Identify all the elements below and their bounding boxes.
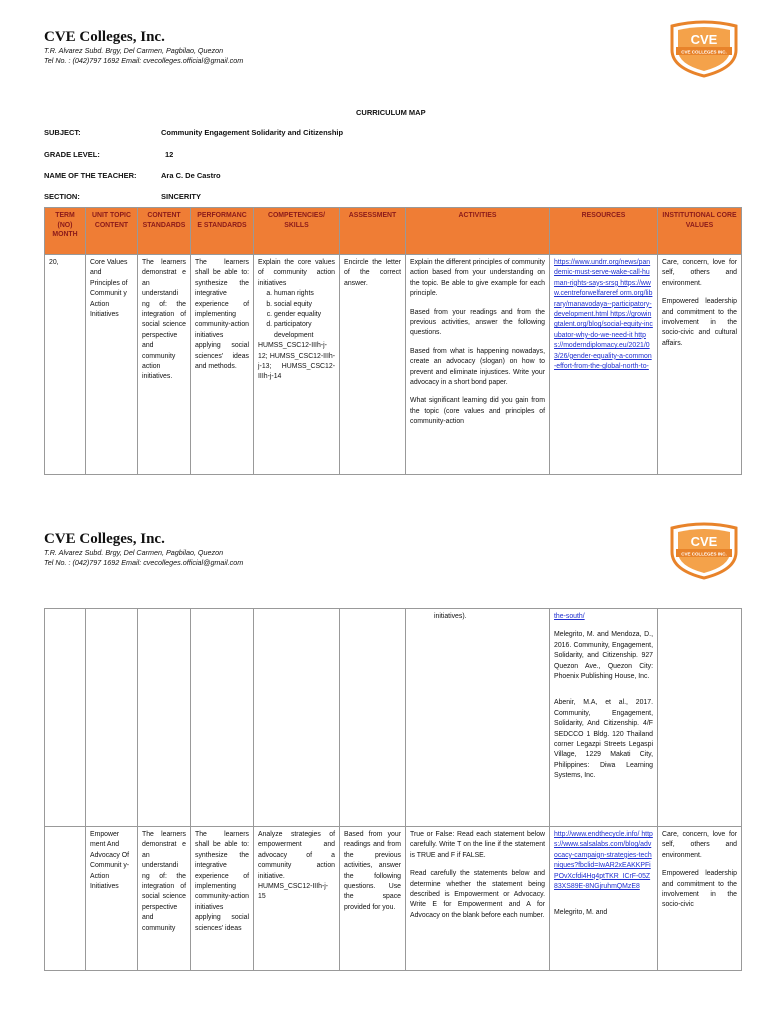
- resource-reference: Melegrito, M. and Mendoza, D., 2016. Community, Engagement, Solidarity, and Citizenship. 927 Quezon Ave., Quezon City: Phoenix Publishing House, Inc.: [554, 631, 653, 681]
- page-2: [0, 520, 768, 1024]
- activity-text: Based from what is happening nowadays, create an advocacy (slogan) on how to prevent and eliminate injustices. Write your advocacy in a short bond paper.: [410, 347, 545, 387]
- col-header: TERM (NO) MONTH: [45, 208, 86, 255]
- col-header: ACTIVITIES: [406, 208, 550, 255]
- curriculum-map-title: CURRICULUM MAP: [356, 108, 426, 117]
- col-header: COMPETENCIES/ SKILLS: [254, 208, 340, 255]
- table-row: [45, 609, 742, 827]
- activities-cell: [406, 609, 550, 827]
- competencies-cell: [254, 255, 340, 475]
- term-cell: 20,: [45, 255, 86, 475]
- activity-text: True or False: Read each statement below carefully. Write T on the line if the statement is TRUE and F if FALSE.: [410, 831, 545, 859]
- activity-text: What significant learning did you gain from the topic (core values and principles of community-action: [410, 397, 545, 426]
- col-header: INSTITUTIONAL CORE VALUES: [658, 208, 742, 255]
- section-value: SINCERITY: [161, 192, 202, 201]
- resource-reference: Melegrito, M. and: [554, 909, 608, 917]
- activities-cell: [406, 827, 550, 971]
- resources-cell: [550, 255, 658, 475]
- curriculum-table-continued: [44, 608, 742, 971]
- teacher-label: NAME OF THE TEACHER:: [44, 171, 137, 180]
- page-1: [0, 0, 768, 500]
- cve-logo-icon: [666, 522, 742, 580]
- performance-standards-cell: The learners shall be able to: synthesize the integrative experience of implementing community-action initiatives applying social sciences' ideas and methods.: [191, 255, 254, 475]
- col-header: RESOURCES: [550, 208, 658, 255]
- activity-text: Explain the different principles of community action based from your understanding on the topic. Be able to give example for each principle.: [410, 259, 545, 298]
- col-header: ASSESSMENT: [340, 208, 406, 255]
- college-name: CVE Colleges, Inc.: [44, 531, 165, 547]
- resource-link[interactable]: the-south/: [554, 613, 585, 620]
- core-value-text: Empowered leadership and commitment to the involvement in the socio-civic and cultural affairs.: [662, 298, 737, 347]
- svg-text:CVE COLLEGES INC.: CVE COLLEGES INC.: [681, 551, 727, 557]
- grade-row: [44, 150, 444, 159]
- core-value-text: Care, concern, love for self, others and environment.: [662, 259, 737, 287]
- list-item: c. gender equality: [274, 310, 335, 320]
- activity-text: Read carefully the statements below and determine whether the statement being described is Empowerment or Advocacy. Write E for Empowerment and A for Advocacy on the blank before each number.: [410, 870, 545, 919]
- svg-text:CVE: CVE: [690, 534, 718, 549]
- activity-text: initiatives).: [434, 613, 467, 620]
- resource-link[interactable]: http://www.endthecycle.info/ https://www.salsalabs.com/blog/advocacy-campaign-strategies-techniques?fbclid=IwAR2xEAKKPFiPOvXcfdi4Hq4ptTKR_ICrF-05Z83XS89E-8NGjruhmQMzE8: [554, 831, 653, 891]
- table-row: [45, 255, 742, 475]
- curriculum-table: [44, 207, 742, 475]
- table-row: [45, 827, 742, 971]
- cve-logo-icon: [666, 20, 742, 78]
- activity-text: Based from your readings and from the previous activities, answer the following questions.: [410, 308, 545, 337]
- resource-link[interactable]: https://www.undrr.org/news/pandemic-must-serve-wake-call-human-rights-says-srsg https://www.centreforwelfareref orm.org/library/manavodaya--participatory-development.html https://growingtalent.org/blog/social-equity-incubator-why-do-we-need-it https://moderndiplomacy.eu/2021/03/26/gender-equality-a-common-effort-from-the-global-north-to-: [554, 259, 653, 371]
- resources-cell: [550, 827, 658, 971]
- list-item: a. human rights: [274, 289, 335, 299]
- unit-cell: Empower ment And Advocacy Of Communit y-Action Initiatives: [86, 827, 138, 971]
- college-contact: Tel No. : (042)797 1692 Email: cvecolleges.official@gmail.com: [44, 558, 244, 567]
- performance-standards-cell: The learners shall be able to: synthesize the integrative experience of implementing community-action initiatives applying social sciences' ideas: [191, 827, 254, 971]
- col-header: UNIT TOPIC CONTENT: [86, 208, 138, 255]
- list-item: d. participatory development: [274, 320, 335, 341]
- unit-cell: Core Values and Principles of Communit y Action Initiatives: [86, 255, 138, 475]
- assessment-cell: Based from your readings and from the previous activities, answer the following questions. Use the space provided for you.: [340, 827, 406, 971]
- section-label: SECTION:: [44, 192, 80, 201]
- core-value-text: Care, concern, love for self, others and environment.: [662, 831, 737, 859]
- competency-list: [258, 289, 335, 341]
- subject-value: Community Engagement Solidarity and Citizenship: [161, 128, 344, 137]
- core-values-cell: [658, 827, 742, 971]
- teacher-value: Ara C. De Castro: [161, 171, 221, 180]
- competency-intro: Explain the core values of community action initiatives: [258, 259, 335, 287]
- section-row: [44, 192, 444, 201]
- col-header: CONTENT STANDARDS: [138, 208, 191, 255]
- svg-text:CVE COLLEGES INC.: CVE COLLEGES INC.: [681, 49, 727, 55]
- grade-label: GRADE LEVEL:: [44, 150, 100, 159]
- core-values-cell: [658, 255, 742, 475]
- college-address: T.R. Alvarez Subd. Brgy, Del Carmen, Pagbilao, Quezon: [44, 548, 224, 557]
- assessment-cell: Encircle the letter of the correct answer.: [340, 255, 406, 475]
- letterhead: [44, 530, 243, 568]
- competency-codes: HUMSS_CSC12-IIIh-j-12; HUMSS_CSC12-IIIh-j-13; HUMSS_CSC12-IIIh-j-14: [258, 342, 335, 381]
- college-address: T.R. Alvarez Subd. Brgy, Del Carmen, Pagbilao, Quezon: [44, 46, 224, 55]
- teacher-row: [44, 171, 444, 180]
- col-header: PERFORMANC E STANDARDS: [191, 208, 254, 255]
- resources-cell: [550, 609, 658, 827]
- core-value-text: Empowered leadership and commitment to the involvement in the socio-civic: [662, 870, 737, 909]
- svg-text:CVE: CVE: [690, 32, 718, 47]
- college-contact: Tel No. : (042)797 1692 Email: cvecolleges.official@gmail.com: [44, 56, 244, 65]
- competencies-cell: Analyze strategies of empowerment and advocacy of a community action initiative. HUMMS_CSC12-IIIh-j-15: [254, 827, 340, 971]
- resource-reference: Abenir, M.A, et al., 2017. Community, Engagement, Solidarity, And Citizenship. 4/F SEDCCO 1 Bldg. 120 Thailand corner Legazpi Streets Legaspi Village, 1229 Makati City, Philippines: Diwa Learning Systems, Inc.: [554, 699, 653, 780]
- activities-cell: [406, 255, 550, 475]
- college-name: CVE Colleges, Inc.: [44, 29, 165, 45]
- grade-value: 12: [165, 150, 174, 159]
- letterhead: [44, 28, 243, 66]
- table-header-row: [45, 208, 742, 255]
- list-item: b. social equity: [274, 300, 335, 310]
- content-standards-cell: The learners demonstrat e an understandi ng of: the integration of social science perspective and community action initiatives.: [138, 255, 191, 475]
- subject-row: [44, 128, 444, 137]
- content-standards-cell: The learners demonstrat e an understandi ng of: the integration of social science perspective and community: [138, 827, 191, 971]
- subject-label: SUBJECT:: [44, 128, 81, 137]
